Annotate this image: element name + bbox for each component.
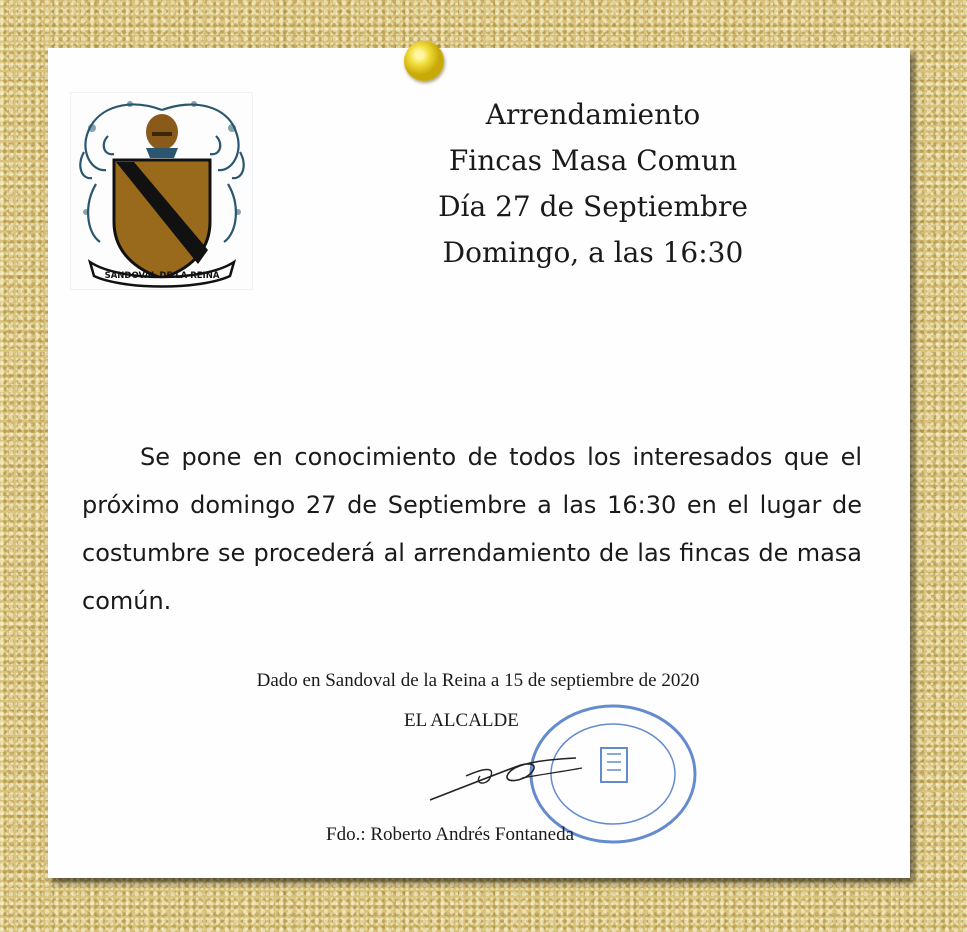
helmet-icon	[146, 114, 178, 158]
coat-of-arms	[70, 92, 253, 290]
push-pin	[404, 41, 444, 81]
title-line: Domingo, a las 16:30	[442, 236, 744, 269]
title-line: Fincas Masa Comun	[448, 144, 738, 177]
title-line: Arrendamiento	[485, 98, 701, 131]
notice-body-text: Se pone en conocimiento de todos los interesados que el próximo domingo 27 de Septiembre a las 16:30 en el lugar de costumbre se procederá al arrendamiento de las fincas de masa común.	[82, 443, 862, 615]
title-line: Día 27 de Septiembre	[438, 190, 748, 223]
issue-date-line: Dado en Sandoval de la Reina a 15 de septiembre de 2020	[256, 670, 700, 691]
mayor-title: EL ALCALDE	[404, 710, 519, 731]
signatory-name: Fdo.: Roberto Andrés Fontaneda	[326, 824, 575, 845]
crest-motto: SANDOVAL DE LA REINA	[104, 271, 220, 281]
notice-paper	[48, 48, 910, 878]
signature	[426, 738, 586, 808]
notice-body	[82, 433, 862, 625]
notice-title	[393, 92, 793, 276]
